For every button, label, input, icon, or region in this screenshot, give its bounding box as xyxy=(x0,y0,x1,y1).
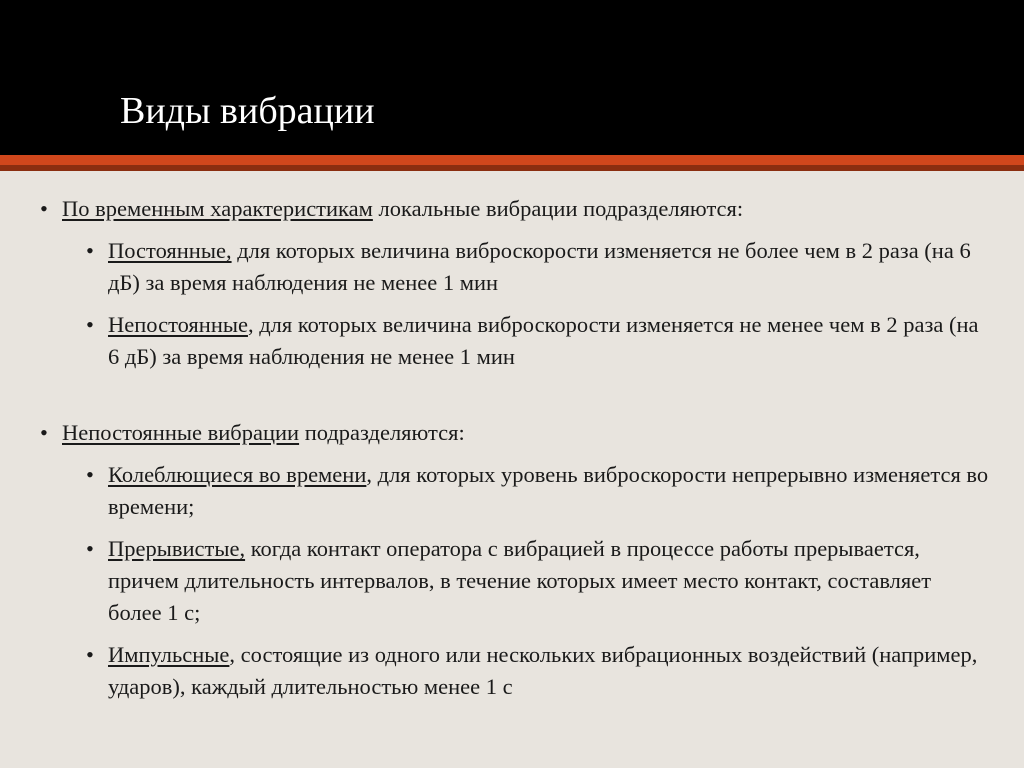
item-term: Импульсные xyxy=(108,642,230,667)
item-text: для которых величина виброскорости изменяется не более чем в 2 раза (на 6 дБ) за время наблюдения не менее 1 мин xyxy=(108,238,971,295)
bullet-mark: • xyxy=(40,420,48,445)
title-bar xyxy=(0,0,1024,155)
item-term: Прерывистые, xyxy=(108,536,246,561)
bullet-mark: • xyxy=(86,536,94,561)
bullet-mark: • xyxy=(40,196,48,221)
bullet-mark: • xyxy=(86,642,94,667)
item-text: когда контакт оператора с вибрацией в процессе работы прерывается, причем длительность интервалов, в течение которых имеет место контакт, составляет более 1 с; xyxy=(108,536,932,625)
item-term: Непостоянные xyxy=(108,312,248,337)
item-text: , для которых уровень виброскорости непрерывно изменяется во времени; xyxy=(108,462,989,519)
accent-stripe-dark xyxy=(0,165,1024,171)
bullet-section2 xyxy=(40,417,990,449)
slide-body xyxy=(40,193,990,703)
bullet-section1 xyxy=(40,193,990,225)
sub-bullet-variable xyxy=(40,309,990,373)
item-term: Колеблющиеся во времени xyxy=(108,462,367,487)
section2-term: Непостоянные вибрации xyxy=(62,420,300,445)
section2-text: подразделяются: xyxy=(299,420,465,445)
bullet-mark: • xyxy=(86,238,94,263)
section1-text: локальные вибрации подразделяются: xyxy=(372,196,744,221)
accent-stripe-orange xyxy=(0,155,1024,165)
bullet-mark: • xyxy=(86,462,94,487)
sub-bullet-impulse xyxy=(40,639,990,703)
sub-bullet-intermittent xyxy=(40,533,990,629)
section1-term: По временным характеристикам xyxy=(62,196,373,221)
item-term: Постоянные, xyxy=(108,238,232,263)
sub-bullet-constant xyxy=(40,235,990,299)
slide-title: Виды вибрации xyxy=(120,90,375,132)
sub-bullet-oscillating xyxy=(40,459,990,523)
bullet-mark: • xyxy=(86,312,94,337)
item-text: , для которых величина виброскорости изменяется не менее чем в 2 раза (на 6 дБ) за время наблюдения не менее 1 мин xyxy=(108,312,979,369)
item-text: , состоящие из одного или нескольких вибрационных воздействий (например, ударов), каждый длительностью менее 1 с xyxy=(108,642,978,699)
